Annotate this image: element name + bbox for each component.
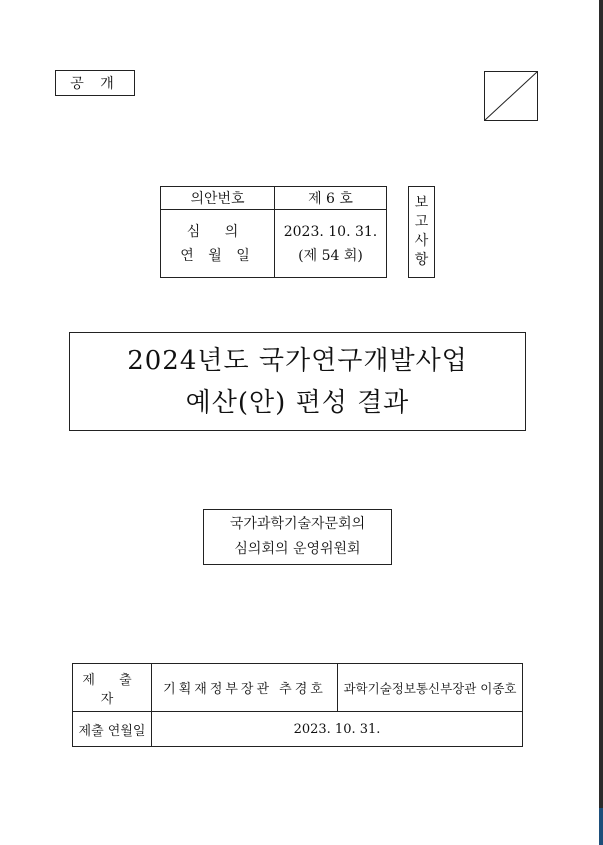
review-date-label-line2: 연 월 일	[180, 247, 255, 264]
disclosure-badge: 공 개	[55, 70, 135, 96]
organization-box	[203, 509, 392, 565]
minister-2-cell	[338, 664, 523, 712]
review-date-value-cell	[275, 210, 387, 278]
minister-2: 과학기술정보통신부장관 이종호	[343, 680, 517, 696]
document-title-box	[69, 332, 526, 431]
agenda-meta-table	[160, 186, 387, 278]
empty-stamp-box	[484, 71, 538, 121]
review-date-label-line1: 심 의	[186, 223, 249, 240]
report-type-box	[408, 186, 435, 278]
submitter-label-cell	[73, 664, 152, 712]
submit-date-value: 2023. 10. 31.	[152, 712, 523, 747]
right-edge-bar	[599, 0, 603, 845]
submitter-label: 제 출 자	[82, 672, 142, 707]
session-number: (제 54 회)	[298, 247, 363, 264]
submission-table	[72, 663, 523, 747]
submit-date-label: 제출 연월일	[73, 712, 152, 747]
organization-line1: 국가과학기술자문회의	[229, 516, 366, 532]
right-edge-accent	[599, 808, 603, 845]
report-type-char: 고	[414, 214, 429, 230]
review-date-label	[161, 210, 275, 278]
report-type-char: 항	[414, 252, 429, 268]
agenda-no-value: 제 6 호	[275, 187, 387, 210]
agenda-no-label: 의안번호	[161, 187, 275, 210]
organization-line2: 심의회의 운영위원회	[234, 541, 361, 557]
report-type-char: 사	[414, 233, 429, 249]
document-title-line2: 예산(안) 편성 결과	[185, 387, 410, 418]
document-title-line1: 2024년도 국가연구개발사업	[127, 345, 468, 376]
minister-1-cell	[152, 664, 338, 712]
report-type-char: 보	[414, 195, 429, 211]
review-date-value: 2023. 10. 31.	[283, 223, 378, 240]
minister-1: 기획재정부장관 추경호	[163, 682, 326, 697]
